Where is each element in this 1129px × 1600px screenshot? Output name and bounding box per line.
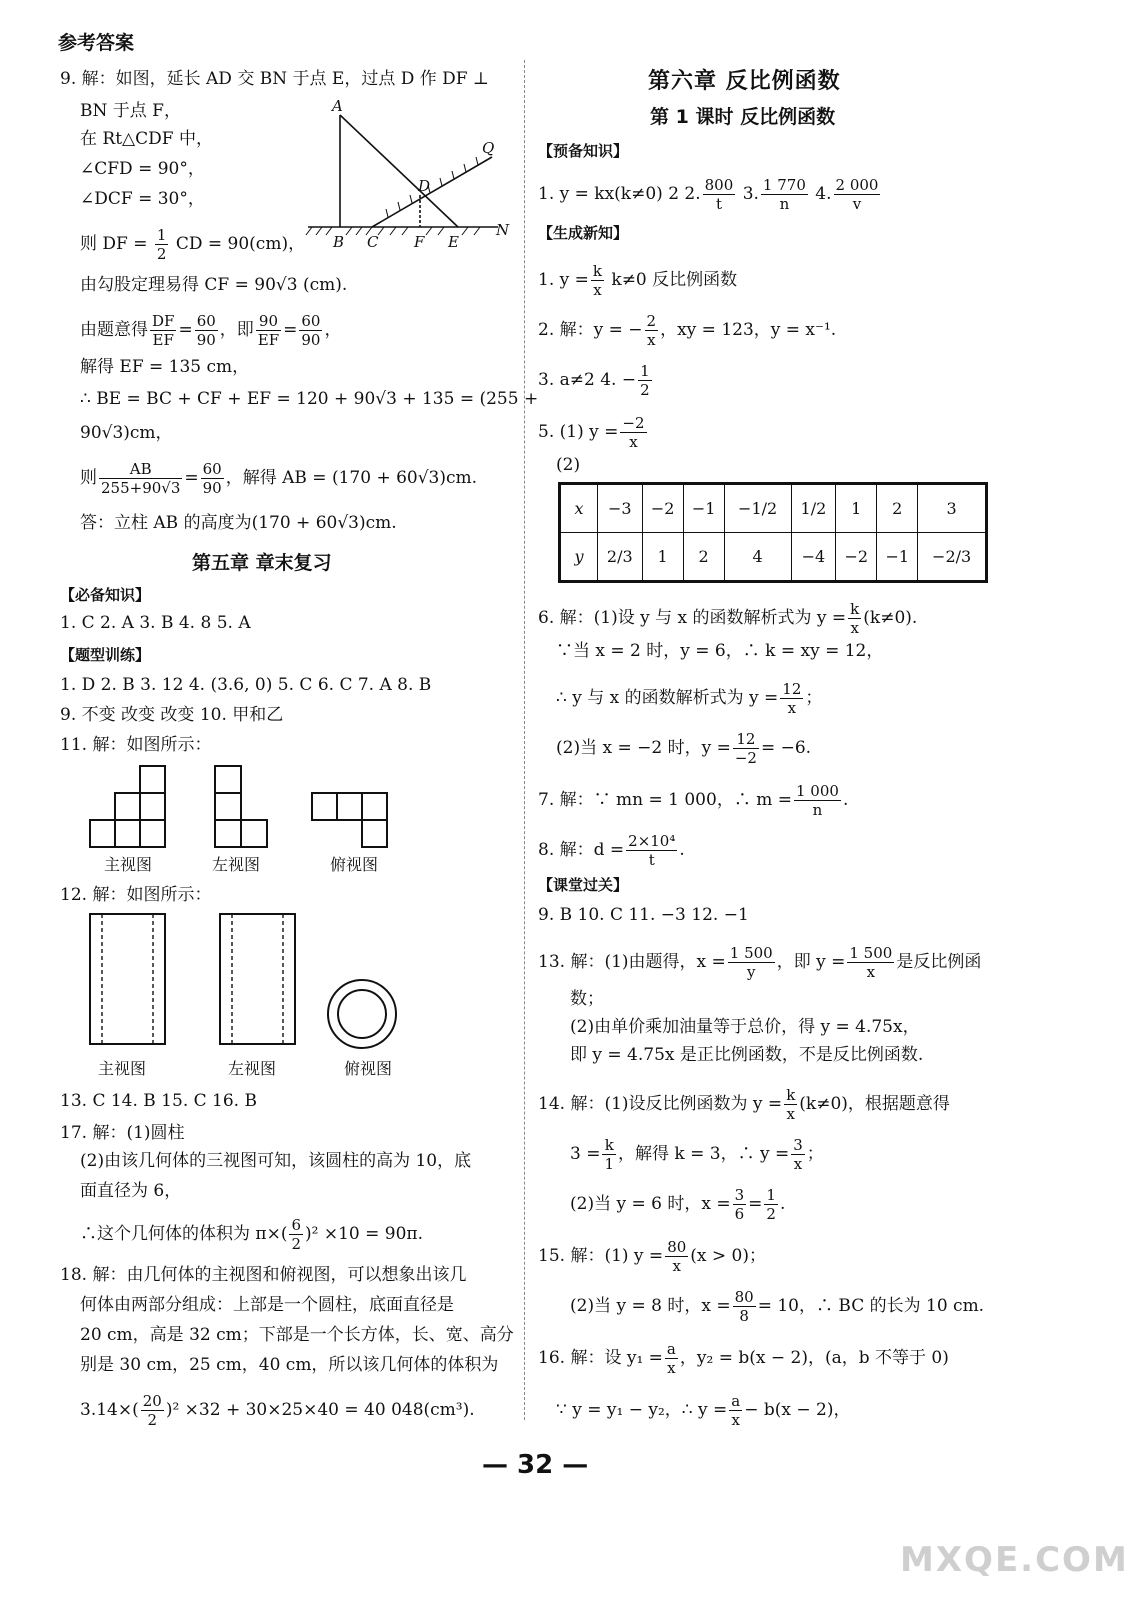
section-tixing: 【题型训练】 — [60, 646, 151, 664]
three-views-2 — [80, 910, 410, 1050]
table-x-cell: −3 — [598, 484, 643, 533]
s6-line4: (2)当 x = −2 时，y = $\frac{12}{-2}$ = −6. — [556, 730, 812, 767]
s1-line: 1. y = $\frac{k}{x}$ k≠0 反比例函数 — [538, 262, 738, 299]
bibei-answers: 1. C 2. A 3. B 4. 8 5. A — [60, 613, 251, 633]
label-q: Q — [482, 139, 495, 157]
s16-line1: 16. 解：设 y₁ = $\frac{a}{x}$ ，y₂ = b(x − 2)，(a，b 不等于 0) — [538, 1340, 949, 1377]
s5-line: 5. (1) y = $\frac{-2}{x}$ — [538, 414, 645, 451]
q17-line4: ∴这个几何体的体积为 π×( $\frac{6}{2}$ )² ×10 = 90π. — [80, 1216, 423, 1253]
table-x-cell: 1 — [836, 484, 877, 533]
label-c: C — [367, 233, 379, 251]
label-f: F — [414, 233, 425, 251]
table-y-cell: 4 — [724, 533, 791, 582]
view-caption-top-2: 俯视图 — [344, 1059, 393, 1078]
table-y-label: y — [560, 533, 598, 582]
table-x-cell: 3 — [918, 484, 987, 533]
s13-line4: 即 y = 4.75x 是正比例函数，不是反比例函数. — [570, 1045, 924, 1065]
header-label: 参考答案 — [58, 32, 135, 54]
q12-line: 12. 解：如图所示： — [60, 885, 212, 905]
q9-line3: 在 Rt△CDF 中， — [80, 129, 213, 149]
q9-line11: 90√3)cm， — [80, 423, 173, 443]
q17-line1: 17. 解：(1)圆柱 — [60, 1123, 185, 1143]
view-caption-top-1: 俯视图 — [330, 855, 379, 874]
chapter5-title: 第五章 章末复习 — [192, 552, 332, 574]
q9-line8: 由题意得 $\frac{DF}{EF}$ = $\frac{60}{90}$ ，即 $\frac{90}{EF}$ = $\frac{60}{90}$ ， — [80, 312, 342, 349]
s3-line: 3. a≠2 4. − $\frac{1}{2}$ — [538, 362, 650, 399]
label-d: D — [418, 177, 431, 195]
section-yubei: 【预备知识】 — [538, 142, 629, 160]
s8-line: 8. 解：d = $\frac{\text{2×10⁴}}{t}$ . — [538, 832, 685, 869]
q9-line5: ∠DCF = 30°， — [80, 189, 205, 209]
q18-line1: 18. 解：由几何体的主视图和俯视图，可以想象出该几 — [60, 1265, 467, 1285]
table-y-cell: −4 — [791, 533, 836, 582]
section-ketang: 【课堂过关】 — [538, 876, 629, 894]
q9-line6: 则 DF = $\frac{1}{2}$ CD = 90(cm)， — [80, 226, 306, 263]
s5-part2: (2) — [556, 455, 581, 475]
q11-line: 11. 解：如图所示： — [60, 735, 212, 755]
label-n: N — [496, 221, 510, 239]
label-b: B — [333, 233, 345, 251]
s15-line1: 15. 解：(1) y = $\frac{80}{x}$ (x > 0)； — [538, 1238, 767, 1275]
view-caption-main-1: 主视图 — [104, 855, 153, 874]
table-y-cell: 1 — [642, 533, 683, 582]
label-a: A — [332, 97, 343, 115]
watermark: MXQE.COM — [900, 1540, 1129, 1580]
table-x-label: x — [560, 484, 598, 533]
lesson-title: 第 1 课时 反比例函数 — [650, 106, 836, 128]
view-caption-main-2: 主视图 — [98, 1059, 147, 1078]
yubei-answers: 1. y = kx(k≠0) 2 2. $\frac{800}{t}$ 3. $\frac{1 770}{n}$ 4. $\frac{2 000}{v}$ — [538, 176, 879, 213]
section-shengcheng: 【生成新知】 — [538, 224, 629, 242]
s16-line2: ∵ y = y₁ − y₂，∴ y = $\frac{a}{x}$ − b(x − 2)， — [556, 1392, 851, 1429]
table-x-cell: −2 — [642, 484, 683, 533]
view-caption-left-2: 左视图 — [228, 1059, 277, 1078]
s14-line3: (2)当 y = 6 时，x = $\frac{3}{6}$ = $\frac{1}{2}$ . — [570, 1186, 786, 1223]
fraction: $\frac{1}{2}$ — [156, 226, 167, 263]
table-x-cell: 1/2 — [791, 484, 836, 533]
s14-line2: 3 = $\frac{k}{1}$ ，解得 k = 3，∴ y = $\frac{3}{x}$ ； — [570, 1136, 824, 1173]
tixing-answers-2: 9. 不变 改变 改变 10. 甲和乙 — [60, 705, 284, 725]
ketang-answers: 9. B 10. C 11. −3 12. −1 — [538, 905, 749, 925]
q18-line2: 何体由两部分组成：上部是一个圆柱，底面直径是 — [80, 1295, 454, 1315]
label-e: E — [448, 233, 459, 251]
chapter6-title: 第六章 反比例函数 — [648, 69, 841, 94]
q17-line3: 面直径为 6， — [80, 1181, 182, 1201]
s2-line: 2. 解：y = − $\frac{2}{x}$ ，xy = 123，y = x⁻¹. — [538, 312, 837, 349]
three-views-1 — [80, 760, 410, 850]
q9-line9: 解得 EF = 135 cm， — [80, 357, 250, 377]
table-y-cell: 2 — [683, 533, 724, 582]
xy-table — [558, 482, 988, 583]
tixing-answers-1: 1. D 2. B 3. 12 4. (3.6, 0) 5. C 6. C 7. A 8. B — [60, 675, 432, 695]
s13-line2: 数； — [570, 989, 604, 1009]
s15-line2: (2)当 y = 8 时，x = $\frac{80}{8}$ = 10，∴ BC 的长为 10 cm. — [570, 1288, 985, 1325]
q9-line13: 答：立柱 AB 的高度为(170 + 60√3)cm. — [80, 513, 397, 533]
table-y-cell: 2/3 — [598, 533, 643, 582]
line-ae — [340, 115, 458, 227]
table-y-cell: −2/3 — [918, 533, 987, 582]
q9-line4: ∠CFD = 90°， — [80, 159, 205, 179]
s6-line3: ∴ y 与 x 的函数解析式为 y = $\frac{12}{x}$ ； — [556, 680, 823, 717]
q9-line1: 9. 解：如图，延长 AD 交 BN 于点 E，过点 D 作 DF ⊥ — [60, 69, 489, 89]
view-caption-left-1: 左视图 — [212, 855, 261, 874]
s7-line: 7. 解：∵ mn = 1 000，∴ m = $\frac{1 000}{n}$ . — [538, 782, 849, 819]
table-x-cell: −1 — [683, 484, 724, 533]
q9-line7: 由勾股定理易得 CF = 90√3 (cm). — [80, 275, 348, 295]
q9-line12: 则 $\frac{AB}{255+90√3}$ = $\frac{60}{90}$ ，解得 AB = (170 + 60√3)cm. — [80, 460, 478, 497]
s14-line1: 14. 解：(1)设反比例函数为 y = $\frac{k}{x}$ (k≠0)，根据题意得 — [538, 1086, 950, 1123]
slope-cq — [372, 157, 492, 227]
q18-line4: 别是 30 cm，25 cm，40 cm，所以该几何体的体积为 — [80, 1355, 499, 1375]
s13-line3: (2)由单价乘加油量等于总价，得 y = 4.75x， — [570, 1017, 920, 1037]
column-divider — [524, 60, 525, 1420]
table-y-cell: −1 — [877, 533, 918, 582]
table-y-cell: −2 — [836, 533, 877, 582]
q9-line10: ∴ BE = BC + CF + EF = 120 + 90√3 + 135 = (255 + — [80, 389, 539, 409]
page-number: — 32 — — [482, 1450, 589, 1480]
q13-16-answers: 13. C 14. B 15. C 16. B — [60, 1091, 257, 1111]
s13-line1: 13. 解：(1)由题得，x = $\frac{1 500}{y}$ ，即 y = $\frac{1 500}{x}$ 是反比例函 — [538, 944, 982, 981]
s6-line2: ∵当 x = 2 时，y = 6，∴ k = xy = 12， — [556, 641, 884, 661]
geometry-figure — [300, 95, 510, 255]
table-x-cell: −1/2 — [724, 484, 791, 533]
q18-line3: 20 cm，高是 32 cm；下部是一个长方体，长、宽、高分 — [80, 1325, 514, 1345]
section-bibei: 【必备知识】 — [60, 586, 151, 604]
s6-line1: 6. 解：(1)设 y 与 x 的函数解析式为 y = $\frac{k}{x}$ (k≠0). — [538, 600, 918, 637]
q17-line2: (2)由该几何体的三视图可知，该圆柱的高为 10，底 — [80, 1151, 472, 1171]
q18-line5: 3.14×( $\frac{20}{2}$ )² ×32 + 30×25×40 = 40 048(cm³). — [80, 1392, 475, 1429]
q9-line2: BN 于点 F， — [80, 101, 181, 121]
table-x-cell: 2 — [877, 484, 918, 533]
